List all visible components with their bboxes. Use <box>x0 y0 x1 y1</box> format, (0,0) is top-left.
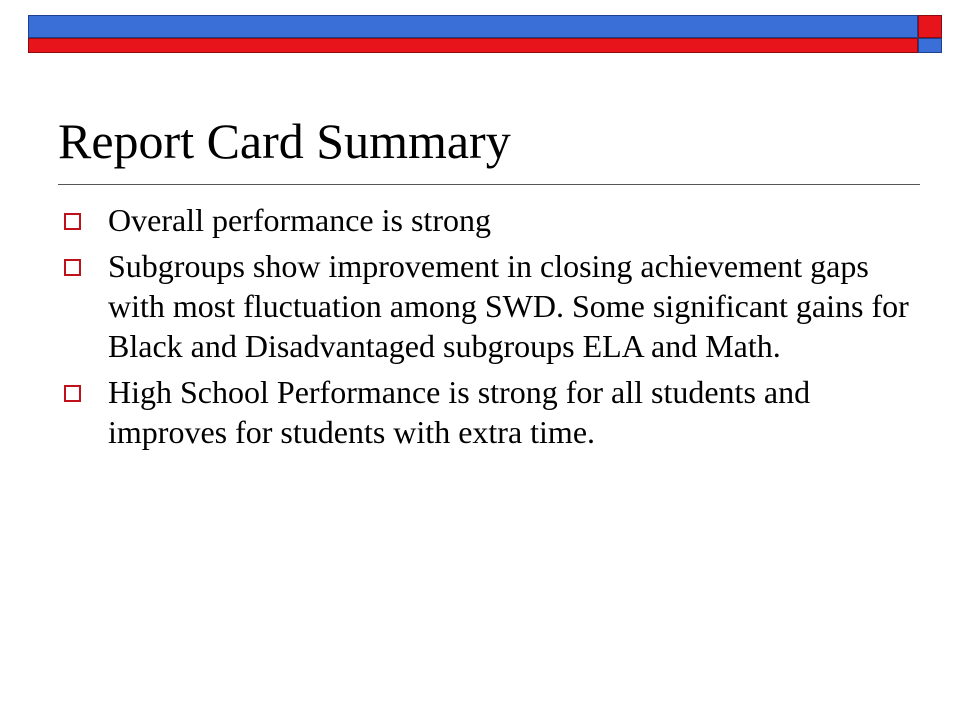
square-bullet-icon <box>64 213 81 230</box>
blue-corner-block <box>918 38 942 53</box>
blue-stripe <box>28 15 918 38</box>
bullet-list <box>58 200 920 458</box>
square-bullet-icon <box>64 385 81 402</box>
slide-title: Report Card Summary <box>58 113 511 169</box>
bullet-item <box>58 200 920 240</box>
header-decoration-bar <box>28 15 942 53</box>
bullet-item <box>58 372 920 452</box>
bullet-item <box>58 246 920 366</box>
bullet-text: High School Performance is strong for all students and improves for students with extra time. <box>108 374 811 450</box>
bullet-text: Overall performance is strong <box>108 202 491 238</box>
red-corner-block <box>918 15 942 38</box>
bullet-text: Subgroups show improvement in closing achievement gaps with most fluctuation among SWD. Some significant gains for Black and Disadvantaged subgroups ELA and Math. <box>108 248 909 364</box>
square-bullet-icon <box>64 259 81 276</box>
red-stripe <box>28 38 918 53</box>
title-divider <box>58 184 920 185</box>
